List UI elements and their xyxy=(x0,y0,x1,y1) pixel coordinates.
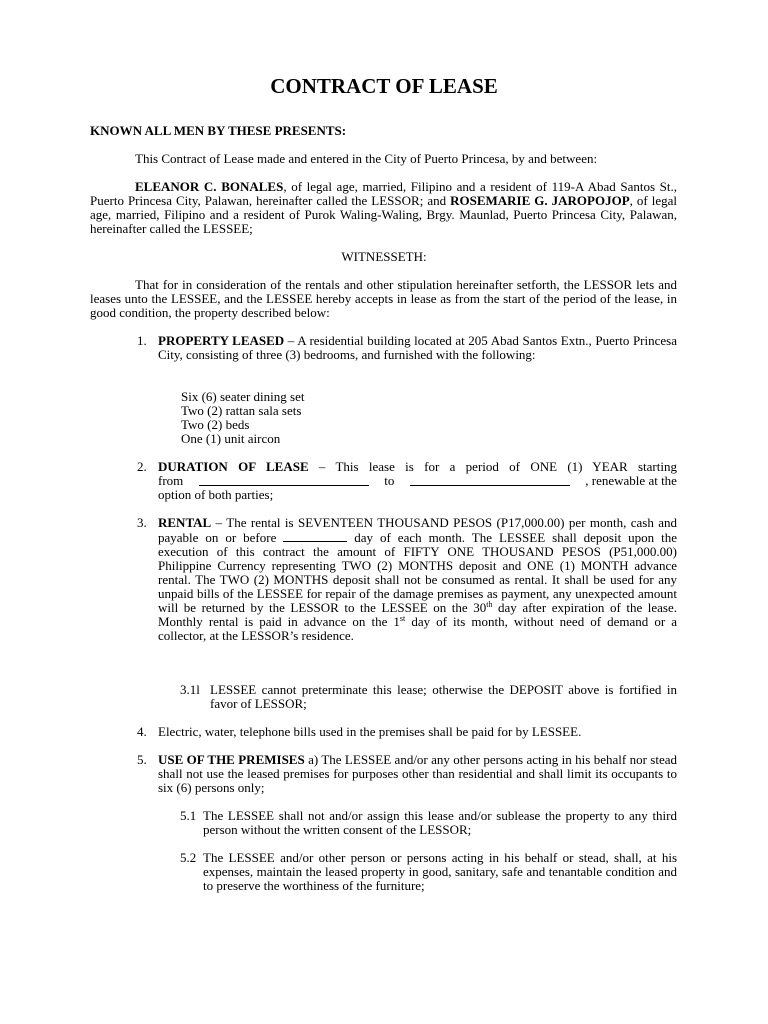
from-label: from xyxy=(158,473,184,488)
item-5-1-number: 5.1 xyxy=(180,808,197,823)
preamble-paragraph: That for in consideration of the rentals and other stipulation hereinafter setforth, the LESSOR lets and leases unto the LESSEE, and the LESSEE hereby accepts in lease as from the start of the period of the lease, in good condition, the property described below: xyxy=(90,277,677,320)
item-3-text-a: – The rental is SEVENTEEN THOUSAND PESOS (P17,000.00) per month, cash and payable on or before xyxy=(158,515,677,545)
ordinal-suffix: st xyxy=(399,614,406,623)
item-5-1-text: The LESSEE shall not and/or assign this lease and/or sublease the property to any third person without the written consent of the LESSOR; xyxy=(203,808,677,837)
item-5-use-of-premises xyxy=(158,753,677,795)
lessee-details: , of legal age, married, Filipino and a resident of Purok Waling-Waling, Brgy. Maunlad, Puerto Princesa City, Palawan, hereinafter called the LESSEE; xyxy=(90,193,677,236)
item-3-text-c: day after expiration of the lease. Monthly rental is paid in advance on the 1 xyxy=(158,600,677,629)
item-3-text-d: day of its month, without need of demand or a collector, at the LESSOR’s residence. xyxy=(158,614,677,643)
furnishing-item: One (1) unit aircon xyxy=(181,431,281,446)
item-1-property-leased xyxy=(158,334,677,362)
ordinal-suffix: th xyxy=(486,600,493,609)
item-2-number: 2. xyxy=(137,459,147,474)
lessor-details: , of legal age, married, Filipino and a resident of 119-A Abad Santos St., Puerto Princesa City, Palawan, hereinafter called the LESSOR; and xyxy=(90,179,677,208)
item-5-number: 5. xyxy=(137,752,147,767)
furnishing-item: Six (6) seater dining set xyxy=(181,389,305,404)
item-3-heading: RENTAL xyxy=(158,515,212,530)
furnishing-item: Two (2) beds xyxy=(181,417,250,432)
item-2-duration xyxy=(158,460,677,502)
opening-heading xyxy=(90,124,677,138)
lessee-name: ROSEMARIE G. JAROPOJOP xyxy=(450,193,630,208)
item-3-number: 3. xyxy=(137,515,147,530)
item-2-heading: DURATION OF LEASE xyxy=(158,459,309,474)
item-3-rental xyxy=(158,516,677,643)
renewable-text: , renewable at the xyxy=(585,473,677,488)
item-5-2-text: The LESSEE and/or other person or persons acting in his behalf or stead, shall, at his expenses, maintain the leased property in good, sanitary, safe and tenantable condition and to preserve the worthiness of the furniture; xyxy=(203,850,677,893)
end-date-blank xyxy=(410,474,570,486)
item-3-1-number: 3.1l xyxy=(180,682,200,697)
item-4-utilities: Electric, water, telephone bills used in the premises shall be paid for by LESSEE. xyxy=(158,724,582,739)
item-3-1-text: LESSEE cannot preterminate this lease; otherwise the DEPOSIT above is fortified in favor of LESSOR; xyxy=(210,682,677,711)
furnishing-item: Two (2) rattan sala sets xyxy=(181,403,302,418)
item-5-2-number: 5.2 xyxy=(180,850,197,865)
parties-paragraph xyxy=(90,180,677,236)
item-3-text-b: day of each month. The LESSEE shall deposit upon the execution of this contract the amount of FIFTY ONE THOUSAND PESOS (P51,000.00) Philippine Currency representing TWO (2) MONTHS deposit and ONE (1) MONTH advance rental. The TWO (2) MONTHS deposit shall not be consumed as rental. It shall be used for any unpaid bills of the LESSEE for repair of the damage premises as payment, any unexpected amount will be returned by the LESSOR to the LESSEE on the 30 xyxy=(158,530,678,615)
item-1-text: – A residential building located at 205 Abad Santos Extn., Puerto Princesa City, consisting of three (3) bedrooms, and furnished with the following: xyxy=(158,333,677,362)
item-3-1-text-wrap xyxy=(210,683,677,711)
item-5-heading: USE OF THE PREMISES xyxy=(158,752,305,767)
lessor-name: ELEANOR C. BONALES xyxy=(135,179,284,194)
start-date-blank xyxy=(199,474,369,486)
item-5-text: a) The LESSEE and/or any other persons acting in his behalf nor stead shall not use the leased premises for purposes other than residential and shall limit its occupants to six (6) persons only; xyxy=(158,752,677,795)
opening-heading-text: KNOWN ALL MEN BY THESE PRESENTS: xyxy=(90,123,347,138)
item-4-number: 4. xyxy=(137,724,147,739)
to-label: to xyxy=(384,473,395,488)
document-title: CONTRACT OF LEASE xyxy=(270,74,498,98)
item-2-text-b: option of both parties; xyxy=(158,487,274,502)
payment-day-blank xyxy=(283,530,347,542)
item-1-number: 1. xyxy=(137,333,147,348)
item-2-text-a: – This lease is for a period of ONE (1) YEAR starting xyxy=(308,459,677,474)
item-1-heading: PROPERTY LEASED xyxy=(158,333,285,348)
witnesseth-heading: WITNESSETH: xyxy=(341,249,427,264)
intro-paragraph: This Contract of Lease made and entered in the City of Puerto Princesa, by and between: xyxy=(135,151,598,166)
